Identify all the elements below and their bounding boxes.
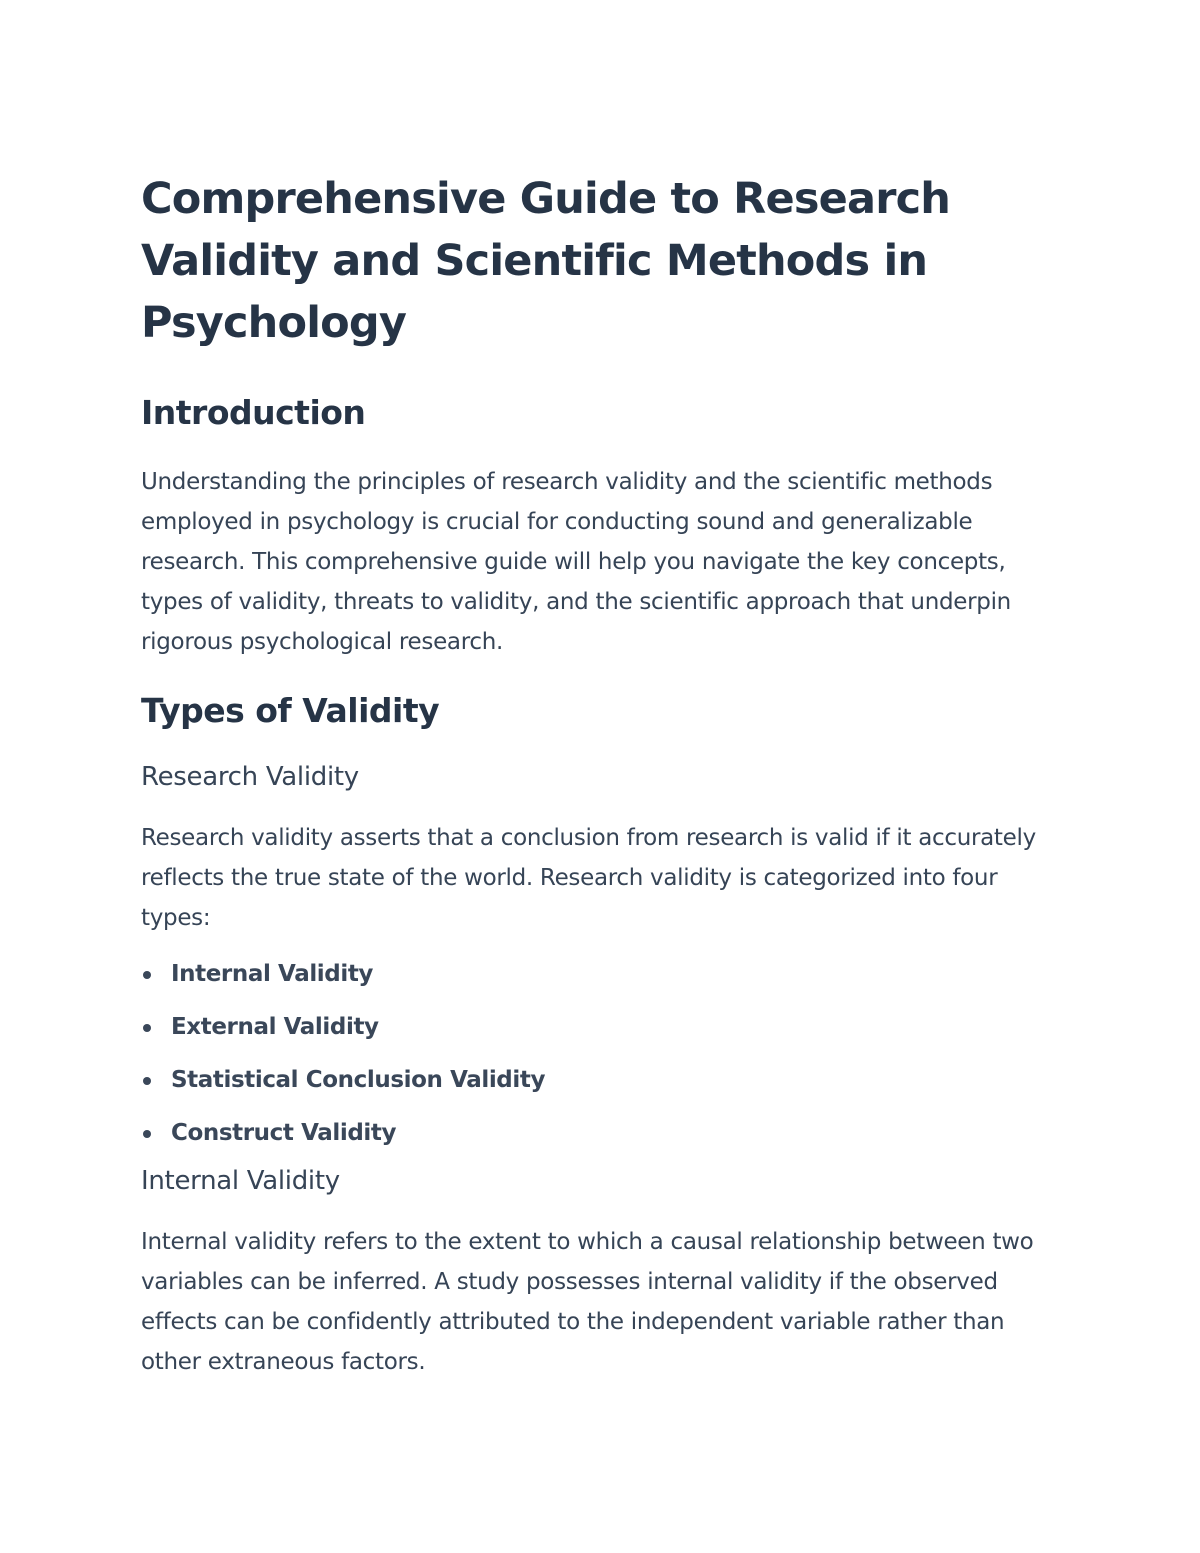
list-item — [141, 1054, 1071, 1107]
internal-validity-paragraph: Internal validity refers to the extent to which a causal relationship between two variables can be inferred. A study possesses internal validity if the observed effects can be confidently attributed to the independent variable rather than other extraneous factors. — [141, 1229, 1034, 1375]
list-item-label: Internal Validity — [171, 961, 374, 987]
research-validity-heading: Research Validity — [141, 762, 359, 792]
internal-validity-heading: Internal Validity — [141, 1166, 340, 1196]
list-item — [141, 948, 1071, 1001]
bullet-icon — [143, 1077, 151, 1085]
document-title: Comprehensive Guide to Research Validity and Scientific Methods in Psychology — [141, 174, 951, 348]
document-page — [141, 168, 1071, 1382]
introduction-heading: Introduction — [141, 393, 366, 432]
validity-types-list — [141, 948, 1071, 1160]
list-item — [141, 1107, 1071, 1160]
list-item-label: Statistical Conclusion Validity — [171, 1067, 546, 1093]
list-item-label: External Validity — [171, 1014, 379, 1040]
list-item-label: Construct Validity — [171, 1120, 397, 1146]
bullet-icon — [143, 1130, 151, 1138]
list-item — [141, 1001, 1071, 1054]
bullet-icon — [143, 971, 151, 979]
introduction-paragraph: Understanding the principles of research validity and the scientific methods employed in psychology is crucial for conducting sound and generalizable research. This comprehensive guide will help you navigate the key concepts, types of validity, threats to validity, and the scientific approach that underpin rigorous psychological research. — [141, 469, 1011, 655]
bullet-icon — [143, 1024, 151, 1032]
types-of-validity-heading: Types of Validity — [141, 691, 440, 730]
research-validity-paragraph: Research validity asserts that a conclusion from research is valid if it accurately reflects the true state of the world. Research validity is categorized into four types: — [141, 825, 1036, 931]
